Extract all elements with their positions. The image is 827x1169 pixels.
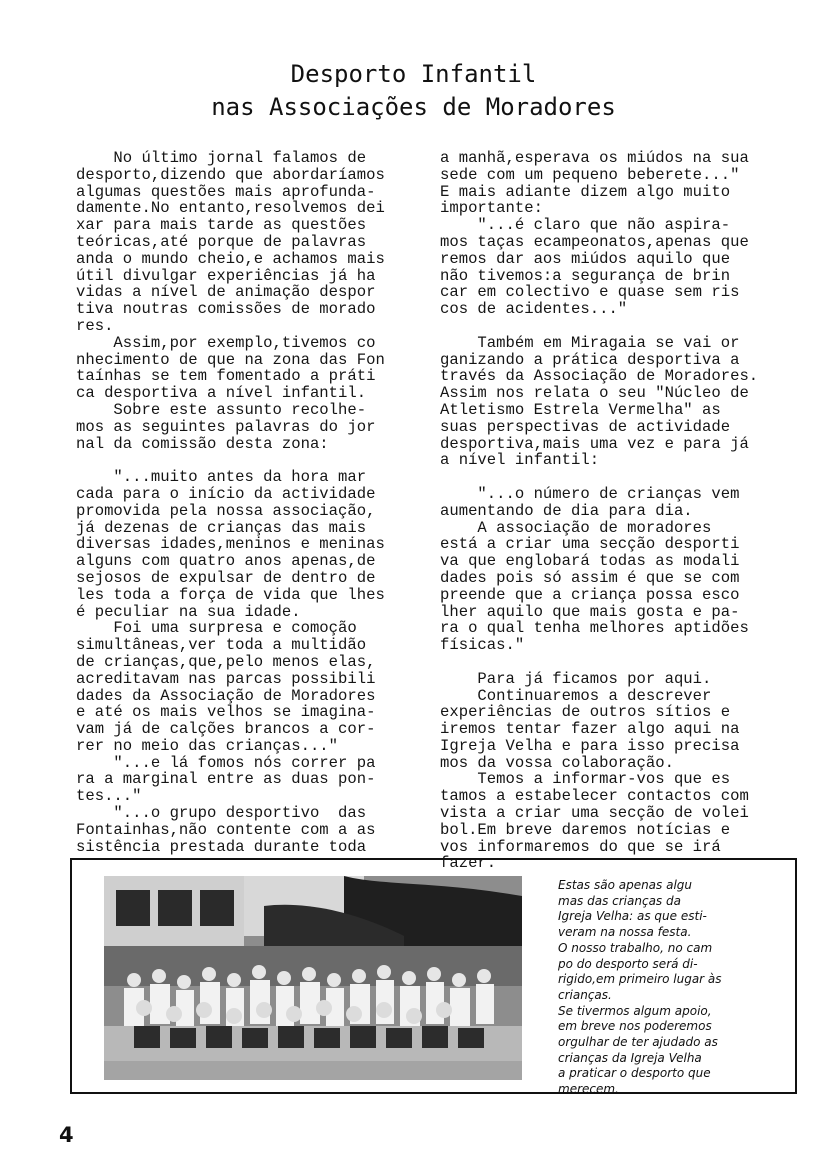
right-column-line: importante: bbox=[440, 199, 543, 218]
caption-line: O nosso trabalho, no cam bbox=[558, 940, 713, 955]
right-column-line: Para já ficamos por aqui. bbox=[440, 669, 712, 688]
left-column-line: les toda a força de vida que lhes bbox=[76, 585, 385, 604]
left-column-line: alguns com quatro anos apenas,de bbox=[76, 552, 376, 571]
left-column-line bbox=[76, 452, 414, 469]
right-text-column bbox=[440, 150, 785, 872]
right-column-line: cos de acidentes..." bbox=[440, 300, 628, 319]
left-column-line: anda o mundo cheio,e achamos mais bbox=[76, 249, 385, 268]
right-column-line: fazer. bbox=[440, 854, 497, 873]
right-column-line: Temos a informar-vos que es bbox=[440, 770, 731, 789]
left-column-line: "...muito antes da hora mar bbox=[76, 468, 367, 487]
left-column-line: No último jornal falamos de bbox=[76, 149, 367, 167]
right-column-line: mos da vossa colaboração. bbox=[440, 753, 674, 772]
right-column-line: "...é claro que não aspira- bbox=[440, 216, 731, 235]
left-column-line: "...e lá fomos nós correr pa bbox=[76, 753, 376, 772]
caption-line: crianças da Igreja Velha bbox=[558, 1050, 702, 1065]
right-column-line bbox=[440, 469, 785, 486]
right-column-line: car em colectivo e quase sem ris bbox=[440, 283, 740, 302]
right-column-line: bol.Em breve daremos notícias e bbox=[440, 820, 731, 839]
right-column-line: suas perspectivas de actividade bbox=[440, 417, 731, 436]
left-column-line: simultâneas,ver toda a multidão bbox=[76, 636, 367, 655]
caption-line: merecem. bbox=[558, 1082, 619, 1097]
right-column-line: aumentando de dia para dia. bbox=[440, 501, 693, 520]
left-column-line: acreditavam nas parcas possibili bbox=[76, 669, 376, 688]
right-column-line: está a criar uma secção desporti bbox=[440, 535, 740, 554]
left-column-line: "...o grupo desportivo das bbox=[76, 804, 367, 823]
caption-line: rigido,em primeiro lugar às bbox=[558, 972, 722, 987]
group-photo-children bbox=[104, 876, 522, 1080]
left-column-line: ra a marginal entre as duas pon- bbox=[76, 770, 376, 789]
right-column-line: experiências de outros sítios e bbox=[440, 703, 731, 722]
right-column-line: ra o qual tenha melhores aptidões bbox=[440, 619, 749, 638]
left-column-line: res. bbox=[76, 316, 114, 335]
right-column-line: mos taças ecampeonatos,apenas que bbox=[440, 232, 749, 251]
left-column-line: e até os mais velhos se imagina- bbox=[76, 703, 376, 722]
left-column-line: sejosos de expulsar de dentro de bbox=[76, 568, 376, 587]
left-column-line: de crianças,que,pelo menos elas, bbox=[76, 652, 376, 671]
left-column-line: Fontainhas,não contente com a as bbox=[76, 820, 376, 839]
caption-line: a praticar o desporto que bbox=[558, 1066, 711, 1081]
left-column-line: é peculiar na sua idade. bbox=[76, 602, 301, 621]
left-column-line: útil divulgar experiências já ha bbox=[76, 266, 376, 285]
left-column-line: mos as seguintes palavras do jor bbox=[76, 417, 376, 436]
right-column-line: tamos a estabelecer contactos com bbox=[440, 787, 749, 806]
left-column-line: já dezenas de crianças das mais bbox=[76, 518, 367, 537]
right-column-line: físicas." bbox=[440, 636, 525, 655]
right-column-line: Assim nos relata o seu "Núcleo de bbox=[440, 384, 749, 403]
caption-line: Estas são apenas algu bbox=[558, 878, 693, 892]
caption-line: orgulhar de ter ajudado as bbox=[558, 1035, 718, 1050]
right-column-line: E mais adiante dizem algo muito bbox=[440, 182, 731, 201]
right-column-line: a nível infantil: bbox=[440, 451, 600, 470]
page-number: 4 bbox=[59, 1123, 74, 1147]
right-column-line: va que englobará todas as modali bbox=[440, 552, 740, 571]
left-column-line: ca desportiva a nível infantil. bbox=[76, 384, 367, 403]
left-column-line: taínhas se tem fomentado a práti bbox=[76, 367, 376, 386]
left-column-line: Foi uma surpresa e comoção bbox=[76, 619, 357, 638]
left-column-line: algumas questões mais aprofunda- bbox=[76, 182, 376, 201]
left-column-line: nhecimento de que na zona das Fon bbox=[76, 350, 385, 369]
photo-caption bbox=[558, 878, 788, 1098]
left-column-line: cada para o início da actividade bbox=[76, 484, 376, 503]
right-column-line: não tivemos:a segurança de brin bbox=[440, 266, 731, 285]
article-title-line-1: Desporto Infantil bbox=[290, 60, 537, 88]
right-column-line: lher aquilo que mais gosta e pa- bbox=[440, 602, 740, 621]
right-column-line: desportiva,mais uma vez e para já bbox=[440, 434, 749, 453]
right-column-line: Também em Miragaia se vai or bbox=[440, 333, 740, 352]
right-column-line: sede com um pequeno beberete..." bbox=[440, 165, 740, 184]
right-column-line: A associação de moradores bbox=[440, 518, 712, 537]
left-column-line: Sobre este assunto recolhe- bbox=[76, 400, 367, 419]
right-column-line: dades pois só assim é que se com bbox=[440, 568, 740, 587]
right-column-line: remos dar aos miúdos aquilo que bbox=[440, 249, 731, 268]
right-column-line: ganizando a prática desportiva a bbox=[440, 350, 740, 369]
left-column-line: Assim,por exemplo,tivemos co bbox=[76, 333, 376, 352]
left-column-line: dades da Associação de Moradores bbox=[76, 686, 376, 705]
caption-line: Se tivermos algum apoio, bbox=[558, 1003, 712, 1018]
left-column-line: promovida pela nossa associação, bbox=[76, 501, 376, 520]
left-column-line: teóricas,até porque de palavras bbox=[76, 232, 367, 251]
left-column-line: nal da comissão desta zona: bbox=[76, 434, 329, 453]
right-column-line: vista a criar uma secção de volei bbox=[440, 804, 749, 823]
right-column-line: Continuaremos a descrever bbox=[440, 686, 712, 705]
left-column-line: vam já de calções brancos a cor- bbox=[76, 720, 376, 739]
left-text-column bbox=[76, 150, 414, 855]
left-column-line: desporto,dizendo que abordaríamos bbox=[76, 165, 385, 184]
right-column-line: Atletismo Estrela Vermelha" as bbox=[440, 400, 721, 419]
caption-line: veram na nossa festa. bbox=[558, 925, 692, 940]
caption-line: crianças. bbox=[558, 987, 612, 1002]
caption-line: mas das crianças da bbox=[558, 893, 681, 908]
right-column-line bbox=[440, 318, 785, 335]
left-column-line: sistência prestada durante toda bbox=[76, 837, 367, 856]
right-column-line: través da Associação de Moradores. bbox=[440, 367, 759, 386]
left-column-line: damente.No entanto,resolvemos dei bbox=[76, 199, 385, 218]
caption-line: po do desporto será di- bbox=[558, 956, 698, 971]
caption-line: Igreja Velha: as que esti- bbox=[558, 909, 707, 924]
left-column-line: tes..." bbox=[76, 787, 142, 806]
article-title-line-2: nas Associações de Moradores bbox=[211, 93, 616, 121]
left-column-line: tiva noutras comissões de morado bbox=[76, 300, 376, 319]
left-column-line: vidas a nível de animação despor bbox=[76, 283, 376, 302]
left-column-line: xar para mais tarde as questões bbox=[76, 216, 367, 235]
right-column-line: preende que a criança possa esco bbox=[440, 585, 740, 604]
photo-caption-box bbox=[70, 858, 797, 1097]
left-column-line: rer no meio das crianças..." bbox=[76, 736, 339, 755]
right-column-line: a manhã,esperava os miúdos na sua bbox=[440, 149, 749, 167]
right-column-line bbox=[440, 654, 785, 671]
right-column-line: vos informaremos do que se irá bbox=[440, 837, 721, 856]
caption-line: em breve nos poderemos bbox=[558, 1019, 712, 1034]
right-column-line: Igreja Velha e para isso precisa bbox=[440, 736, 740, 755]
left-column-line: diversas idades,meninos e meninas bbox=[76, 535, 385, 554]
right-column-line: "...o número de crianças vem bbox=[440, 484, 740, 503]
right-column-line: iremos tentar fazer algo aqui na bbox=[440, 720, 740, 739]
